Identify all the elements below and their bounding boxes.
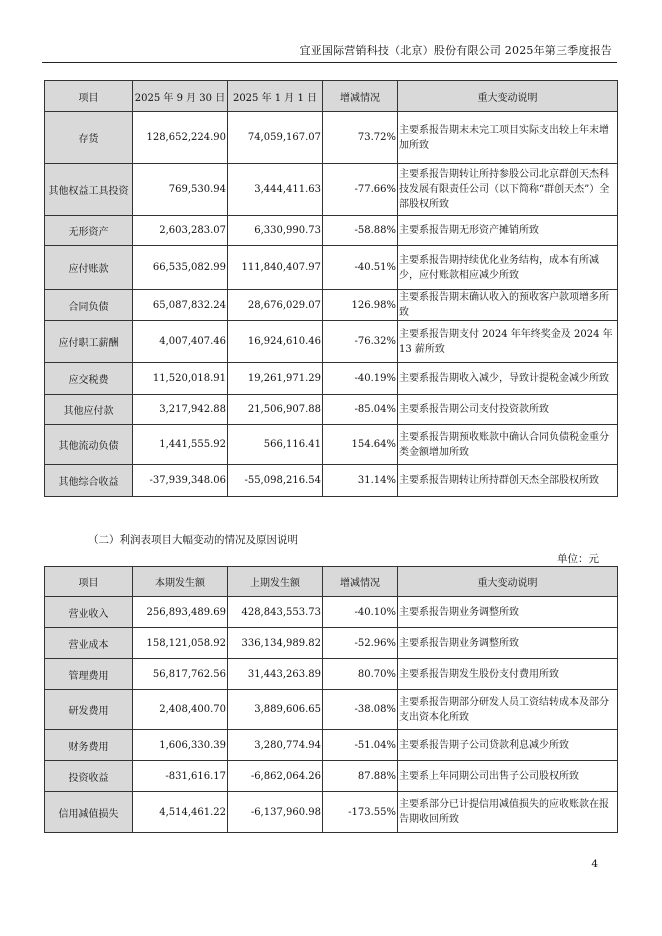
cell-item: 其他应付款 — [45, 395, 133, 425]
cell-previous: 566,116.41 — [228, 425, 323, 465]
cell-note: 主要系报告期转让所持群创天杰全部股权所致 — [398, 465, 618, 497]
cell-current: 56,817,762.56 — [133, 659, 228, 690]
col-header-previous: 上期发生额 — [228, 567, 323, 597]
cell-previous: -6,862,064.26 — [228, 761, 323, 792]
cell-previous: 28,676,029.07 — [228, 290, 323, 321]
page-number: 4 — [591, 858, 598, 870]
cell-item: 投资收益 — [45, 761, 133, 792]
cell-item: 存货 — [45, 112, 133, 164]
cell-change: -77.66% — [323, 164, 398, 216]
cell-current: 769,530.94 — [133, 164, 228, 216]
col-header-previous: 2025 年 1 月 1 日 — [228, 81, 323, 112]
cell-change: -38.08% — [323, 690, 398, 730]
table-row — [45, 363, 618, 395]
table-row — [45, 659, 618, 690]
cell-note: 主要系报告期部分研发人员工资结转成本及部分支出资本化所致 — [398, 690, 618, 730]
col-header-current: 本期发生额 — [133, 567, 228, 597]
cell-item: 应交税费 — [45, 363, 133, 395]
table-row — [45, 290, 618, 321]
col-header-change: 增减情况 — [323, 567, 398, 597]
cell-note: 主要系报告期转让所持参股公司北京群创天杰科技发展有限责任公司（以下简称“群创天杰”）全部股权所致 — [398, 164, 618, 216]
cell-current: 128,652,224.90 — [133, 112, 228, 164]
cell-note: 主要系部分已计提信用减值损失的应收账款在报告期收回所致 — [398, 792, 618, 833]
cell-previous: 3,280,774.94 — [228, 730, 323, 761]
table-row — [45, 321, 618, 363]
document-header: 宜亚国际营销科技（北京）股份有限公司 2025年第三季度报告 — [299, 44, 612, 57]
col-header-item: 项目 — [45, 81, 133, 112]
cell-previous: 19,261,971.29 — [228, 363, 323, 395]
cell-change: -40.51% — [323, 246, 398, 290]
cell-item: 管理费用 — [45, 659, 133, 690]
unit-label: 单位：元 — [557, 553, 599, 565]
table-row — [45, 216, 618, 246]
cell-change: 87.88% — [323, 761, 398, 792]
cell-note: 主要系上年同期公司出售子公司股权所致 — [398, 761, 618, 792]
table-row — [45, 792, 618, 833]
cell-note: 主要系报告期发生股份支付费用所致 — [398, 659, 618, 690]
cell-previous: 428,843,553.73 — [228, 597, 323, 628]
cell-current: -831,616.17 — [133, 761, 228, 792]
table-row — [45, 112, 618, 164]
cell-previous: 74,059,167.07 — [228, 112, 323, 164]
cell-current: -37,939,348.06 — [133, 465, 228, 497]
income-statement-changes-table — [44, 566, 618, 833]
cell-current: 2,603,283.07 — [133, 216, 228, 246]
cell-change: -40.19% — [323, 363, 398, 395]
cell-note: 主要系报告期收入减少，导致计提税金减少所致 — [398, 363, 618, 395]
cell-current: 1,441,555.92 — [133, 425, 228, 465]
cell-current: 158,121,058.92 — [133, 628, 228, 659]
cell-current: 4,007,407.46 — [133, 321, 228, 363]
cell-note: 主要系报告期子公司贷款利息减少所致 — [398, 730, 618, 761]
cell-note: 主要系报告期公司支付投资款所致 — [398, 395, 618, 425]
cell-current: 1,606,330.39 — [133, 730, 228, 761]
cell-current: 256,893,489.69 — [133, 597, 228, 628]
table-row — [45, 395, 618, 425]
cell-previous: 3,444,411.63 — [228, 164, 323, 216]
table-row — [45, 628, 618, 659]
col-header-note: 重大变动说明 — [398, 567, 618, 597]
cell-item: 信用减值损失 — [45, 792, 133, 833]
cell-note: 主要系报告期持续优化业务结构，成本有所减少，应付账款相应减少所致 — [398, 246, 618, 290]
cell-change: 80.70% — [323, 659, 398, 690]
table-row — [45, 761, 618, 792]
cell-change: -40.10% — [323, 597, 398, 628]
table-row — [45, 164, 618, 216]
cell-change: -76.32% — [323, 321, 398, 363]
cell-current: 65,087,832.24 — [133, 290, 228, 321]
cell-item: 其他流动负债 — [45, 425, 133, 465]
cell-item: 应付职工薪酬 — [45, 321, 133, 363]
cell-current: 11,520,018.91 — [133, 363, 228, 395]
cell-change: -52.96% — [323, 628, 398, 659]
table-row — [45, 246, 618, 290]
cell-note: 主要系报告期业务调整所致 — [398, 628, 618, 659]
cell-note: 主要系报告期预收账款中确认合同负债税金重分类金额增加所致 — [398, 425, 618, 465]
cell-current: 4,514,461.22 — [133, 792, 228, 833]
header-rule — [42, 62, 617, 63]
cell-item: 营业收入 — [45, 597, 133, 628]
balance-sheet-changes-table — [44, 80, 618, 497]
cell-previous: 16,924,610.46 — [228, 321, 323, 363]
table-row — [45, 690, 618, 730]
table-row — [45, 597, 618, 628]
cell-change: 73.72% — [323, 112, 398, 164]
col-header-current: 2025 年 9 月 30 日 — [133, 81, 228, 112]
income-section-title: （二）利润表项目大幅变动的情况及原因说明 — [88, 534, 298, 546]
cell-note: 主要系报告期业务调整所致 — [398, 597, 618, 628]
cell-previous: 31,443,263.89 — [228, 659, 323, 690]
cell-previous: -6,137,960.98 — [228, 792, 323, 833]
cell-change: 154.64% — [323, 425, 398, 465]
table-row — [45, 465, 618, 497]
cell-previous: 111,840,407.97 — [228, 246, 323, 290]
cell-previous: 21,506,907.88 — [228, 395, 323, 425]
cell-item: 其他权益工具投资 — [45, 164, 133, 216]
cell-item: 无形资产 — [45, 216, 133, 246]
cell-current: 66,535,082.99 — [133, 246, 228, 290]
cell-change: -51.04% — [323, 730, 398, 761]
table-row — [45, 425, 618, 465]
cell-change: -85.04% — [323, 395, 398, 425]
cell-item: 应付账款 — [45, 246, 133, 290]
cell-item: 营业成本 — [45, 628, 133, 659]
cell-change: 126.98% — [323, 290, 398, 321]
cell-note: 主要系报告期支付 2024 年年终奖金及 2024 年 13 薪所致 — [398, 321, 618, 363]
table-row — [45, 730, 618, 761]
cell-current: 3,217,942.88 — [133, 395, 228, 425]
cell-note: 主要系报告期末未完工项目实际支出较上年末增加所致 — [398, 112, 618, 164]
cell-change: -58.88% — [323, 216, 398, 246]
cell-current: 2,408,400.70 — [133, 690, 228, 730]
cell-item: 财务费用 — [45, 730, 133, 761]
cell-item: 研发费用 — [45, 690, 133, 730]
cell-change: 31.14% — [323, 465, 398, 497]
col-header-item: 项目 — [45, 567, 133, 597]
cell-previous: -55,098,216.54 — [228, 465, 323, 497]
cell-item: 合同负债 — [45, 290, 133, 321]
col-header-note: 重大变动说明 — [398, 81, 618, 112]
cell-previous: 336,134,989.82 — [228, 628, 323, 659]
cell-note: 主要系报告期无形资产摊销所致 — [398, 216, 618, 246]
cell-note: 主要系报告期末确认收入的预收客户款项增多所致 — [398, 290, 618, 321]
col-header-change: 增减情况 — [323, 81, 398, 112]
cell-previous: 6,330,990.73 — [228, 216, 323, 246]
cell-item: 其他综合收益 — [45, 465, 133, 497]
cell-previous: 3,889,606.65 — [228, 690, 323, 730]
cell-change: -173.55% — [323, 792, 398, 833]
